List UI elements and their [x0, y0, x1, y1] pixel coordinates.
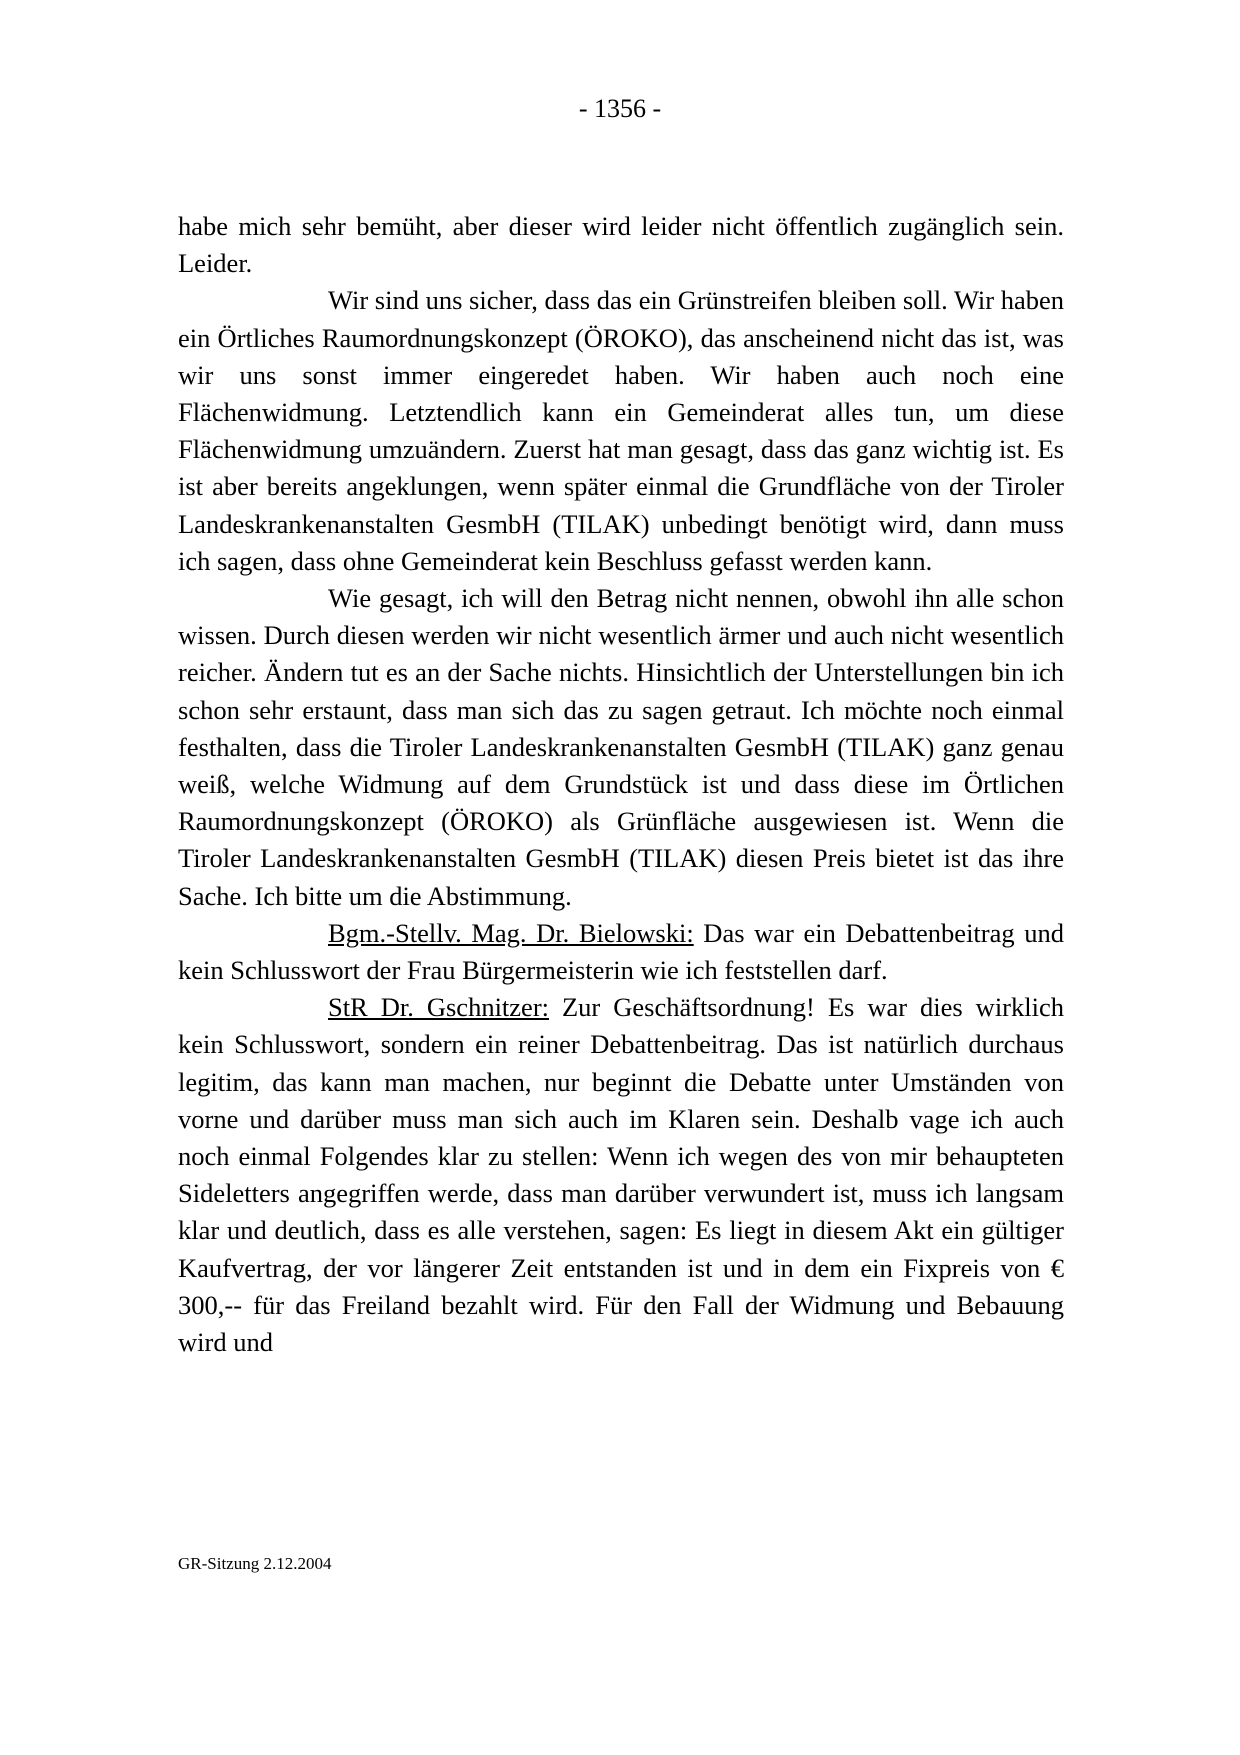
paragraph-amount: [178, 580, 1064, 915]
paragraph-text: Das war ein Debattenbeitrag und kein Schlusswort der Frau Bürgermeisterin wie ich feststellen darf.: [178, 917, 1064, 986]
page-number: - 1356 -: [578, 94, 662, 123]
footer-session-date: GR-Sitzung 2.12.2004: [178, 1554, 332, 1573]
speaker-name: Bgm.-Stellv. Mag. Dr. Bielowski:: [328, 917, 694, 948]
document-body: [178, 208, 1064, 1361]
paragraph-bielowski: [178, 915, 1064, 989]
paragraph-gschnitzer: [178, 989, 1064, 1361]
paragraph-text: Wir sind uns sicher, dass das ein Grünstreifen bleiben soll. Wir haben ein Örtliches Raumordnungskonzept (ÖROKO), das anscheinend nicht das ist, was wir uns sonst immer eingeredet haben. Wir haben auch noch eine Flächenwidmung. Letztendlich kann ein Gemeinderat alles tun, um diese Flächenwidmung umzuändern. Zuerst hat man gesagt, dass das ganz wichtig ist. Es ist aber bereits angeklungen, wenn später einmal die Grundfläche von der Tiroler Landeskrankenanstalten GesmbH (TILAK) unbedingt benötigt wird, dann muss ich sagen, dass ohne Gemeinderat kein Beschluss gefasst werden kann.: [178, 285, 1064, 576]
paragraph-continuation: [178, 208, 1064, 282]
paragraph-text: Zur Geschäftsordnung! Es war dies wirklich kein Schlusswort, sondern ein reiner Debattenbeitrag. Das ist natürlich durchaus legitim, das kann man machen, nur beginnt die Debatte unter Umständen von vorne und darüber muss man sich auch im Klaren sein. Deshalb vage ich auch noch einmal Folgendes klar zu stellen: Wenn ich wegen des von mir behaupteten Sideletters angegriffen werde, dass man darüber verwundert ist, muss ich langsam klar und deutlich, dass es alle verstehen, sagen: Es liegt in diesem Akt ein gültiger Kaufvertrag, der vor längerer Zeit entstanden ist und in dem ein Fixpreis von € 300,-- für das Freiland bezahlt wird. Für den Fall der Widmung und Bebauung wird und: [178, 992, 1064, 1358]
paragraph-text: habe mich sehr bemüht, aber dieser wird leider nicht öffentlich zugänglich sein. Leider.: [178, 211, 1064, 279]
paragraph-greenbelt: [178, 282, 1064, 580]
speaker-name: StR Dr. Gschnitzer:: [328, 992, 550, 1023]
paragraph-text: Wie gesagt, ich will den Betrag nicht nennen, obwohl ihn alle schon wissen. Durch diesen werden wir nicht wesentlich ärmer und auch nicht wesentlich reicher. Ändern tut es an der Sache nichts. Hinsichtlich der Unterstellungen bin ich schon sehr erstaunt, dass man sich das zu sagen getraut. Ich möchte noch einmal festhalten, dass die Tiroler Landeskrankenanstalten GesmbH (TILAK) ganz genau weiß, welche Widmung auf dem Grundstück ist und dass diese im Örtlichen Raumordnungskonzept (ÖROKO) als Grünfläche ausgewiesen ist. Wenn die Tiroler Landeskrankenanstalten GesmbH (TILAK) diesen Preis bietet ist das ihre Sache. Ich bitte um die Abstimmung.: [178, 583, 1064, 911]
